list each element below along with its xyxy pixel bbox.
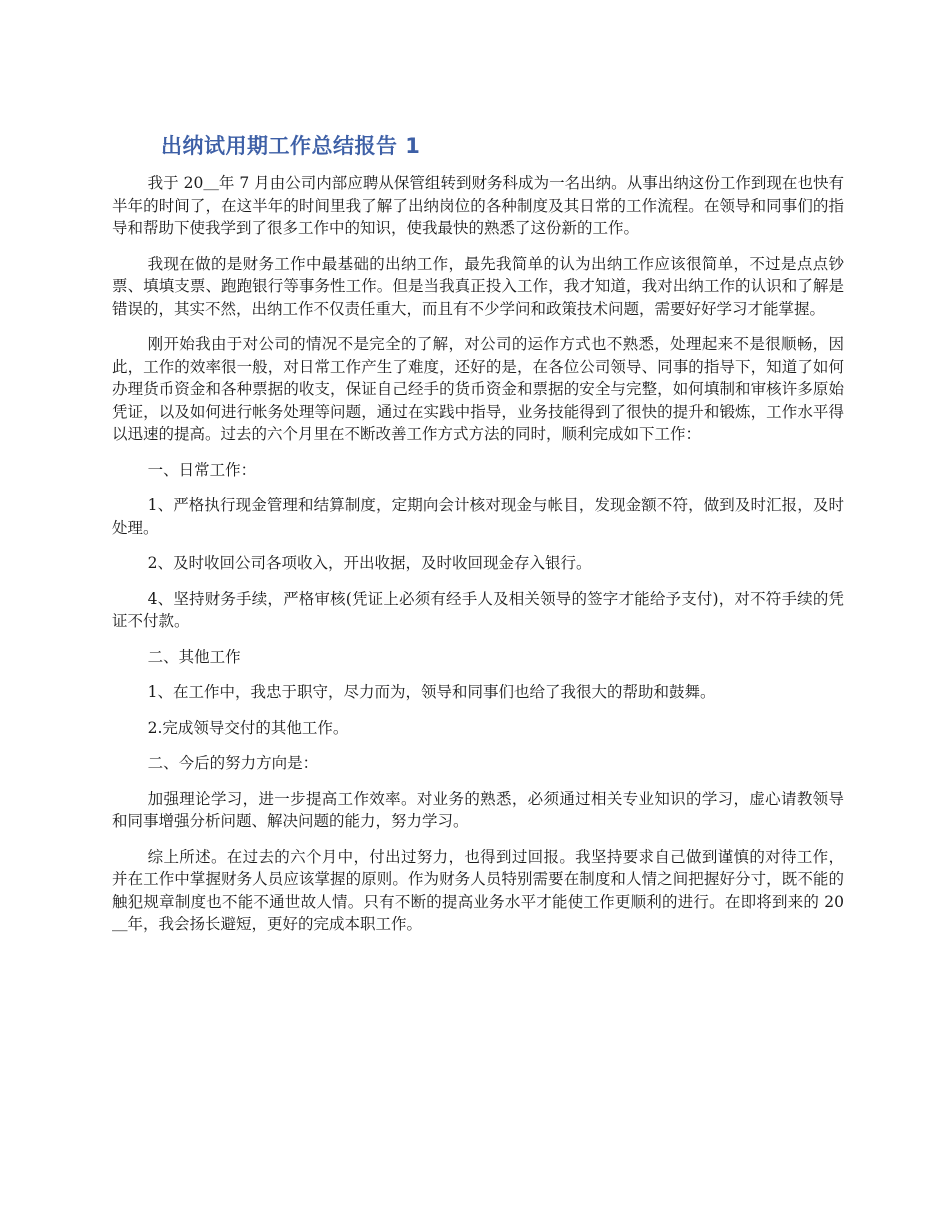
paragraph-current-role: 我现在做的是财务工作中最基础的出纳工作，最先我简单的认为出纳工作应该很简单，不过是点点钞票、填填支票、跑跑银行等事务性工作。但是当我真正投入工作，我才知道，我对出纳工作的认识和了解是错误的，其实不然，出纳工作不仅责任重大，而且有不少学问和政策技术问题，需要好好学习才能掌握。 — [112, 254, 844, 318]
list-item-review-vouchers: 4、坚持财务手续，严格审核(凭证上必须有经手人及相关领导的签字才能给予支付)，对不符手续的凭证不付款。 — [112, 589, 844, 630]
paragraph-learning: 刚开始我由于对公司的情况不是完全的了解，对公司的运作方式也不熟悉，处理起来不是很顺畅，因此，工作的效率很一般，对日常工作产生了难度，还好的是，在各位公司领导、同事的指导下，知道了如何办理货币资金和各种票据的收支，保证自己经手的货币资金和票据的安全与完整，如何填制和审核许多原始凭证，以及如何进行帐务处理等问题，通过在实践中指导，业务技能得到了很快的提升和锻炼，工作水平得以迅速的提高。过去的六个月里在不断改善工作方式方法的同时，顺利完成如下工作： — [112, 335, 844, 443]
document-body — [112, 172, 844, 949]
paragraph-study-plan: 加强理论学习，进一步提高工作效率。对业务的熟悉，必须通过相关专业知识的学习，虚心请教领导和同事增强分析问题、解决问题的能力，努力学习。 — [112, 789, 844, 830]
document-title: 出纳试用期工作总结报告 1 — [161, 134, 421, 158]
list-item-collect-income: 2、及时收回公司各项收入，开出收据，及时收回现金存入银行。 — [147, 554, 592, 572]
section-heading-future-direction: 二、今后的努力方向是： — [147, 754, 319, 772]
list-item-other-tasks: 2.完成领导交付的其他工作。 — [147, 718, 349, 737]
list-item-dedication: 1、在工作中，我忠于职守，尽力而为，领导和同事们也给了我很大的帮助和鼓舞。 — [147, 683, 716, 701]
paragraph-conclusion: 综上所述。在过去的六个月中，付出过努力，也得到过回报。我坚持要求自己做到谨慎的对待工作，并在工作中掌握财务人员应该掌握的原则。作为财务人员特别需要在制度和人情之间把握好分寸，既不能的触犯规章制度也不能不通世故人情。只有不断的提高业务水平才能使工作更顺利的进行。在即将到来的 20＿年，我会扬长避短，更好的完成本职工作。 — [112, 847, 844, 933]
list-item-cash-management: 1、严格执行现金管理和结算制度，定期向会计核对现金与帐目，发现金额不符，做到及时汇报，及时处理。 — [112, 496, 844, 537]
section-heading-other-work: 二、其他工作 — [147, 647, 241, 666]
paragraph-intro: 我于 20＿年 7 月由公司内部应聘从保管组转到财务科成为一名出纳。从事出纳这份工作到现在也快有半年的时间了，在这半年的时间里我了解了出纳岗位的各种制度及其日常的工作流程。在领导和同事们的指导和帮助下使我学到了很多工作中的知识，使我最快的熟悉了这份新的工作。 — [112, 174, 844, 237]
section-heading-daily-work: 一、日常工作： — [147, 460, 257, 479]
